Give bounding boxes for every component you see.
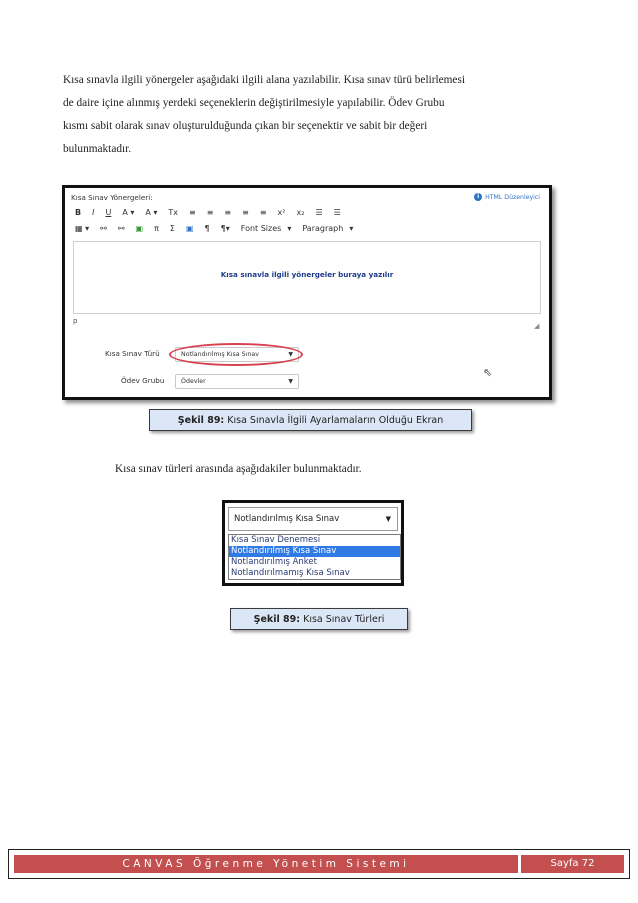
footer-title: CANVAS Öğrenme Yönetim Sistemi bbox=[14, 855, 518, 873]
image-icon[interactable]: ▣ bbox=[135, 224, 144, 233]
table-icon[interactable]: ▦ ▾ bbox=[75, 224, 90, 233]
paragraph-dropdown[interactable]: Paragraph bbox=[302, 224, 344, 233]
instructions-label: Kısa Sınav Yönergeleri: bbox=[71, 193, 153, 202]
quiz-settings-screenshot bbox=[62, 185, 552, 400]
paragraph-icon[interactable]: ¶ bbox=[204, 224, 210, 233]
chevron-down-icon: ▼ bbox=[288, 351, 293, 358]
resize-handle-icon[interactable]: ◢ bbox=[534, 322, 540, 330]
sigma-icon[interactable]: Σ bbox=[169, 224, 175, 233]
page-number: Sayfa 72 bbox=[521, 855, 624, 873]
quiz-type-label: Kısa Sınav Türü bbox=[105, 349, 160, 358]
option-ungraded-survey[interactable]: Notlandırılmamış Kısa Sınav bbox=[231, 568, 350, 578]
quiz-type-dropdown-screenshot bbox=[222, 500, 404, 586]
page-footer bbox=[8, 849, 630, 879]
editor-content: Kısa sınavla ilgili yönergeler buraya yazılır bbox=[220, 270, 394, 279]
figure2-caption bbox=[230, 608, 408, 630]
editor-toolbar-row-2 bbox=[75, 224, 364, 233]
caption-number: Şekil 89: bbox=[177, 415, 225, 426]
background-color-icon[interactable]: A ▾ bbox=[145, 208, 158, 217]
align-right-icon[interactable]: ≡ bbox=[224, 208, 232, 217]
bold-icon[interactable]: B bbox=[75, 208, 82, 217]
align-center-icon[interactable]: ≡ bbox=[206, 208, 214, 217]
chevron-down-icon[interactable]: ▾ bbox=[349, 224, 354, 233]
assignment-group-select[interactable] bbox=[175, 374, 299, 389]
option-graded-survey[interactable]: Notlandırılmış Anket bbox=[231, 557, 317, 567]
font-sizes-dropdown[interactable]: Font Sizes bbox=[240, 224, 282, 233]
info-icon: i bbox=[474, 193, 482, 201]
link-icon[interactable]: ⚯ bbox=[100, 224, 107, 233]
option-graded-quiz[interactable]: Notlandırılmış Kısa Sınav bbox=[229, 546, 400, 557]
subtitle-text: Kısa sınav türleri arasında aşağıdakiler bulunmaktadır. bbox=[115, 463, 362, 475]
mouse-cursor-icon: ⇖ bbox=[483, 366, 493, 379]
chevron-down-icon: ▼ bbox=[288, 378, 293, 385]
quiz-type-options bbox=[228, 534, 401, 580]
unlink-icon[interactable]: ⚯ bbox=[117, 224, 125, 233]
quiz-type-select[interactable] bbox=[228, 507, 398, 531]
assignment-group-value: Ödevler bbox=[181, 378, 206, 385]
intro-line: de daire içine alınmış yerdeki seçeneklerin değiştirilmesiyle yapılabilir. Ödev Grubu bbox=[63, 97, 445, 109]
subscript-icon[interactable]: x₂ bbox=[296, 208, 305, 217]
paragraph-direction-icon[interactable]: ¶▾ bbox=[220, 224, 230, 233]
caption-text: Kısa Sınavla İlgili Ayarlamaların Olduğu Ekran bbox=[224, 415, 444, 426]
intro-line: bulunmaktadır. bbox=[63, 143, 132, 155]
text-color-icon[interactable]: A ▾ bbox=[122, 208, 135, 217]
assignment-group-label: Ödev Grubu bbox=[121, 376, 165, 385]
path-indicator: p bbox=[73, 317, 78, 325]
outdent-icon[interactable]: ≡ bbox=[242, 208, 249, 217]
intro-line: Kısa sınavla ilgili yönergeler aşağıdaki ilgili alana yazılabilir. Kısa sınav türü belirlemesi bbox=[63, 74, 465, 86]
align-left-icon[interactable]: ≡ bbox=[189, 208, 196, 217]
chevron-down-icon[interactable]: ▾ bbox=[287, 224, 292, 233]
intro-paragraph bbox=[63, 69, 573, 161]
quiz-type-value: Notlandırılmış Kısa Sınav bbox=[181, 351, 259, 358]
intro-line: kısmı sabit olarak sınav oluşturulduğunda çıkan bir seçenektir ve sabit bir değeri bbox=[63, 120, 428, 132]
indent-icon[interactable]: ≡ bbox=[259, 208, 267, 217]
bullet-list-icon[interactable]: ☰ bbox=[315, 208, 323, 217]
superscript-icon[interactable]: x² bbox=[277, 208, 286, 217]
html-editor-link[interactable] bbox=[474, 193, 540, 201]
caption-text: Kısa Sınav Türleri bbox=[300, 614, 385, 625]
figure1-caption bbox=[149, 409, 472, 431]
underline-icon[interactable]: U bbox=[105, 208, 112, 217]
media-icon[interactable]: ▣ bbox=[185, 224, 194, 233]
option-practice-quiz[interactable]: Kısa Sınav Denemesi bbox=[231, 535, 321, 545]
instructions-editor[interactable] bbox=[73, 241, 541, 314]
highlight-oval bbox=[169, 343, 303, 366]
caption-number: Şekil 89: bbox=[253, 614, 301, 625]
chevron-down-icon: ▼ bbox=[385, 515, 391, 523]
selected-value: Notlandırılmış Kısa Sınav bbox=[234, 514, 340, 524]
numbered-list-icon[interactable]: ☰ bbox=[333, 208, 341, 217]
html-editor-label: HTML Düzenleyici bbox=[485, 193, 540, 201]
pi-icon[interactable]: π bbox=[154, 224, 159, 233]
clear-format-icon[interactable]: Tx bbox=[168, 208, 179, 217]
italic-icon[interactable]: I bbox=[92, 208, 95, 217]
editor-toolbar-row-1 bbox=[75, 208, 352, 217]
